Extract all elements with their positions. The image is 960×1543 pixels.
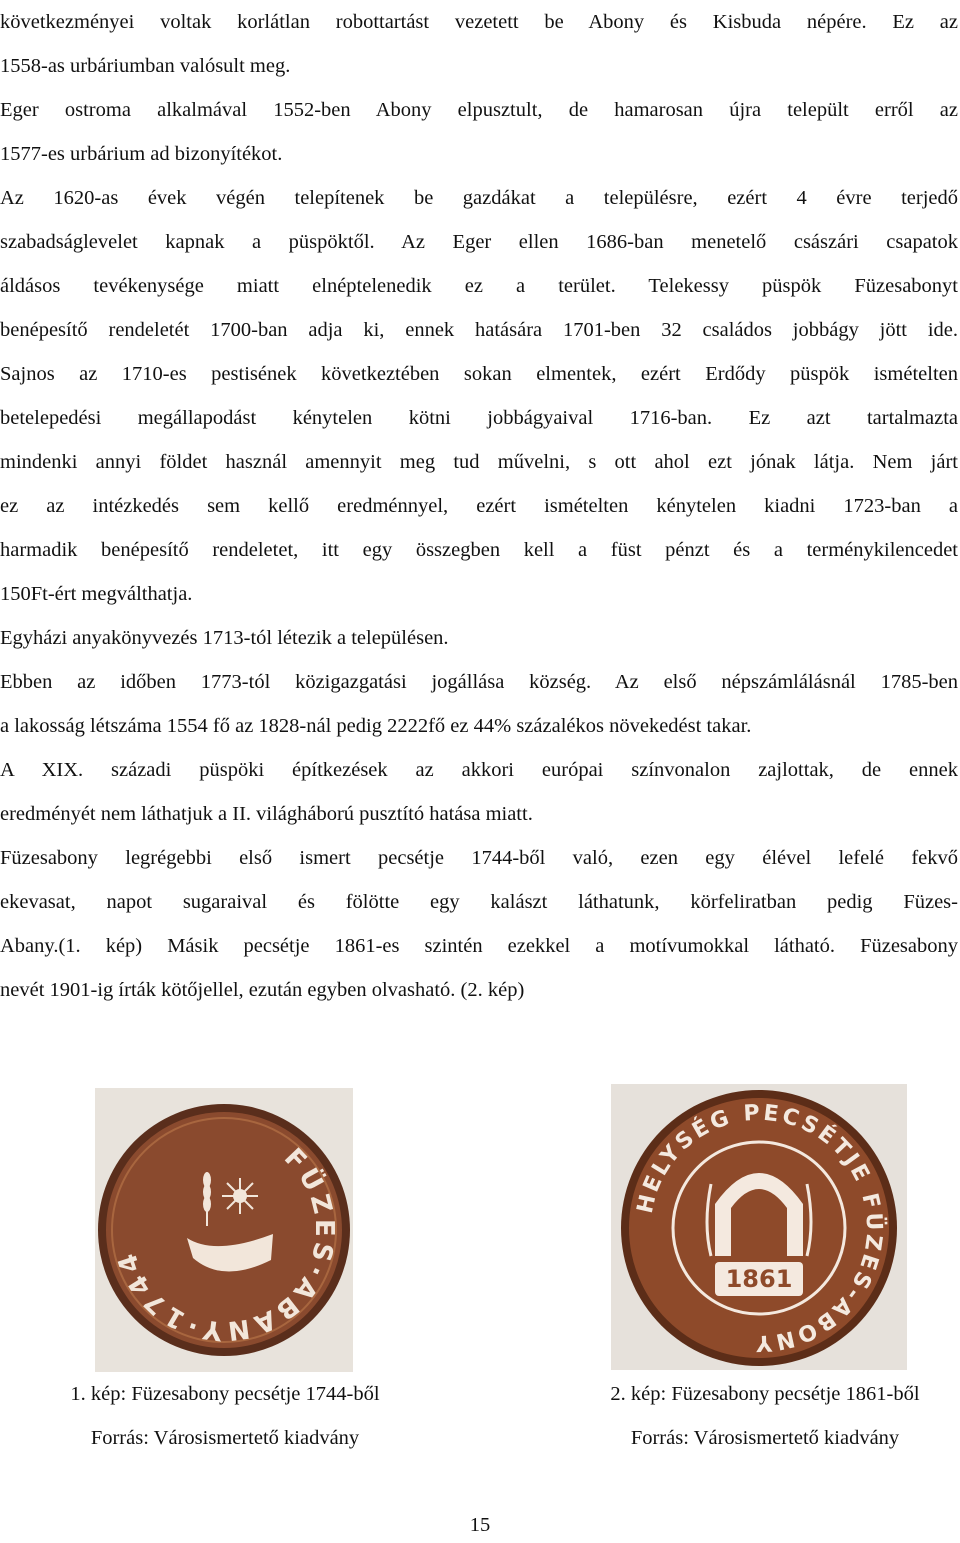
page-number: 15 <box>469 1514 491 1536</box>
figure-1-caption <box>0 1372 450 1460</box>
text-line: Sajnos az 1710-es pestisének következtében sokan elmentek, ezért Erdődy püspök ismételten <box>0 363 958 385</box>
caption-title: 2. kép: Füzesabony pecsétje 1861-ből <box>610 1383 920 1405</box>
paragraph <box>0 484 958 528</box>
sun-icon <box>222 1178 258 1214</box>
text-line: betelepedési megállapodást kénytelen kötni jobbágyaival 1716-ban. Ez azt tartalmazta <box>0 407 958 429</box>
paragraph <box>0 220 958 264</box>
seal-1861-year: 1861 <box>725 1265 793 1293</box>
paragraph <box>0 264 958 308</box>
text-line: Füzesabony legrégebbi első ismert pecsétje 1744-ből való, ezen egy élével lefelé fekvő <box>0 847 958 869</box>
paragraph <box>0 132 958 176</box>
paragraph <box>0 968 958 1012</box>
paragraph <box>0 924 958 968</box>
text-line: áldásos tevékenysége miatt elnéptelenedik ez a terület. Telekessy püspök Füzesabonyt <box>0 275 958 297</box>
text-line: A XIX. századi püspöki építkezések az akkori európai színvonalon zajlottak, de ennek <box>0 759 958 781</box>
seal-1861-inscription: HELYSÉG PECSÉTJE FÜZES-ABONY <box>632 1100 887 1356</box>
paragraph <box>0 616 958 660</box>
paragraph <box>0 836 958 880</box>
paragraph <box>0 308 958 352</box>
seal-1861-image <box>611 1084 907 1370</box>
figure-2-caption <box>500 1372 960 1460</box>
paragraph <box>0 528 958 572</box>
paragraph <box>0 88 958 132</box>
text-line: következményei voltak korlátlan robottartást vezetett be Abony és Kisbuda népére. Ez az <box>0 11 958 33</box>
seal-1744-image <box>95 1088 353 1372</box>
text-line: Ebben az időben 1773-tól közigazgatási jogállása község. Az első népszámlálásnál 1785-ben <box>0 671 958 693</box>
text-line: 1558-as urbáriumban valósult meg. <box>0 55 291 77</box>
text-line: a lakosság létszáma 1554 fő az 1828-nál pedig 2222fő ez 44% százalékos növekedést takar. <box>0 715 752 737</box>
text-line: benépesítő rendeletét 1700-ban adja ki, ennek hatására 1701-ben 32 családos jobbágy jött ide. <box>0 319 958 341</box>
paragraph <box>0 660 958 704</box>
seal-1744-inscription: FÜZES·ABANY·1744 <box>111 1142 340 1346</box>
paragraph <box>0 792 958 836</box>
caption-source: Forrás: Városismertető kiadvány <box>630 1427 900 1449</box>
text-line: 1577-es urbárium ad bizonyítékot. <box>0 143 283 165</box>
text-line: 150Ft-ért megválthatja. <box>0 583 193 605</box>
paragraph <box>0 880 958 924</box>
paragraph <box>0 0 958 44</box>
caption-title: 1. kép: Füzesabony pecsétje 1744-ből <box>70 1383 380 1405</box>
paragraph <box>0 748 958 792</box>
text-line: harmadik benépesítő rendeletet, itt egy összegben kell a füst pénzt és a terménykilencedet <box>0 539 958 561</box>
paragraph <box>0 396 958 440</box>
text-line: Abany.(1. kép) Másik pecsétje 1861-es szintén ezekkel a motívumokkal látható. Füzesabony <box>0 935 958 957</box>
paragraph <box>0 572 958 616</box>
text-line: mindenki annyi földet használ amennyit meg tud művelni, s ott ahol ezt jónak látja. Nem járt <box>0 451 958 473</box>
figures-row <box>0 1080 960 1380</box>
text-line: Eger ostroma alkalmával 1552-ben Abony elpusztult, de hamarosan újra települt erről az <box>0 99 958 121</box>
text-line: Az 1620-as évek végén telepítenek be gazdákat a településre, ezért 4 évre terjedő <box>0 187 958 209</box>
text-line: ekevasat, napot sugaraival és fölötte egy kalászt láthatunk, körfeliratban pedig Füzes- <box>0 891 958 913</box>
text-line: nevét 1901-ig írták kötőjellel, ezután egyben olvasható. (2. kép) <box>0 979 525 1001</box>
text-line: szabadságlevelet kapnak a püspöktől. Az Eger ellen 1686-ban menetelő császári csapatok <box>0 231 958 253</box>
paragraph <box>0 352 958 396</box>
paragraph <box>0 704 958 748</box>
paragraph <box>0 440 958 484</box>
text-line: eredményét nem láthatjuk a II. világháború pusztító hatása miatt. <box>0 803 533 825</box>
paragraph <box>0 176 958 220</box>
text-line: ez az intézkedés sem kellő eredménnyel, ezért ismételten kénytelen kiadni 1723-ban a <box>0 495 958 517</box>
paragraph <box>0 44 958 88</box>
text-line: Egyházi anyakönyvezés 1713-tól létezik a településen. <box>0 627 449 649</box>
caption-source: Forrás: Városismertető kiadvány <box>90 1427 360 1449</box>
